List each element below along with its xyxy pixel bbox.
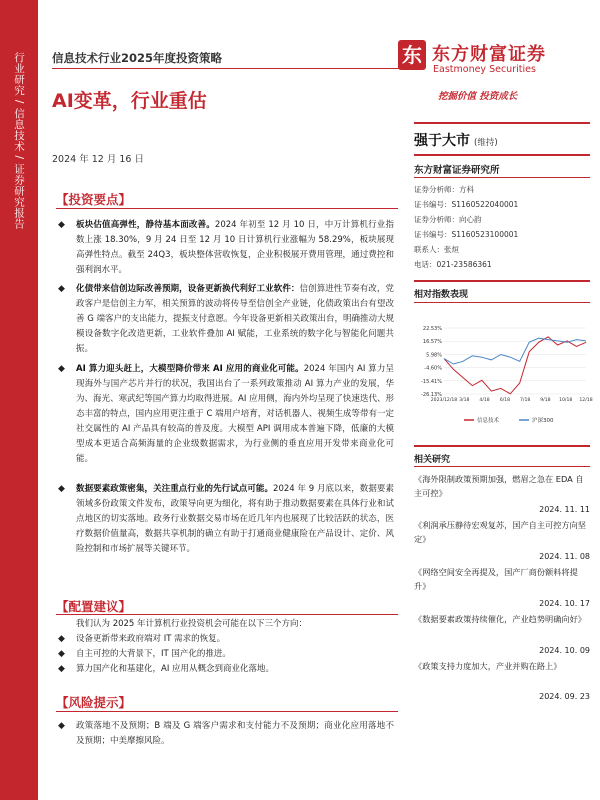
config-item: 自主可控的大背景下，IT 国产化的推进。 [76,649,231,659]
cert-2 [414,229,590,240]
highlight-paragraph [76,218,394,278]
chart-legend-label: 沪深300 [532,418,554,424]
config-title: 【配置建议】 [56,599,132,614]
bullet-icon: ◆ [58,220,65,230]
chart-series-line [444,338,586,364]
right-divider [414,122,590,124]
config-item: 设备更新带来政府端对 IT 需求的恢复。 [76,634,226,644]
bullet-icon: ◆ [58,484,65,494]
rating-sub: (维持) [474,138,498,148]
chart-svg [414,322,593,432]
contact [414,244,590,255]
highlight-paragraph [76,362,394,467]
analyst-2-label: 证券分析师： [414,215,459,224]
related-date: 2024. 10. 09 [539,646,590,655]
contact-label: 联系人： [414,245,444,254]
chart-x-tick-label: 2023/12/18 [430,398,458,403]
bullet-icon: ◆ [58,634,65,644]
risk-item: 政策落地不及预期；B 端及 G 端客户需求和支付能力不及预期；商业化应用落地不及预期；中美摩擦风险。 [76,721,394,746]
header-divider [52,68,412,69]
cert-1 [414,199,590,210]
related-date: 2024. 11. 11 [539,505,590,514]
highlight-body: 2024 年 9 月底以来，数据要素领域多份政策文件发布，政策导向更为细化，将有助于推动数据要素在具体行业和试点地区的切实落地。政务行业数据交易市场在近几年内也展现了比较活跃的状态，医疗数据价值量高，数据共享机制的确立有助于打通商业健康险在产品设计、定价、风险控制和市场扩展等关键环节。 [76,484,394,554]
cert-1-label: 证书编号： [414,200,452,209]
related-date: 2024. 11. 08 [539,552,590,561]
highlight-lead: 板块估值高弹性，静待基本面改善。 [76,220,215,230]
rating-label: 强于大市 [414,133,470,149]
related-item[interactable]: 《网络空间安全再提及，国产厂商份额料将提升》 [414,567,578,591]
analyst-2 [414,214,590,225]
section-divider [56,208,398,209]
cert-1-number: S1160522040001 [451,200,519,209]
chart-x-tick-label: 9/18 [540,398,551,403]
chart-y-tick-label: -4.60% [424,365,442,372]
phone [414,259,590,270]
right-divider [414,445,590,447]
analyst-1 [414,184,590,195]
institute-name: 东方财富证券研究所 [414,165,500,176]
right-divider [414,466,590,467]
right-divider [414,154,590,156]
section-divider [56,711,398,712]
analyst-1-label: 证券分析师： [414,185,459,194]
chart-x-tick-label: 10/18 [559,398,573,403]
brand-name-cn: 东方财富证券 [432,44,546,65]
bullet-icon: ◆ [58,649,65,659]
right-divider [414,302,590,303]
analyst-1-name: 方科 [459,185,474,194]
chart-x-tick-label: 3/18 [459,398,470,403]
related-title: 相关研究 [414,455,451,465]
related-item[interactable]: 《政策支持力度加大，产业并购在路上》 [414,661,562,671]
highlight-body: 2024 年国内 AI 算力呈现海外与国产芯片并行的状况，我国出台了一系列政策推动 AI 算力产业的发展，华为、海光、寒武纪等国产算力均取得进展。AI 应用侧，海内外均呈现了快速迭代、形态丰富的特点，国内应用更注重于 C 端用户培育，对话机器人、视频生成等带有一定社交属性的 AI 产品具有较高的普及度。大模型 API 调用成本普遍下降，低廉的大模型成本更适合高频海量的企业级数据需求，为行业侧的垂直应用开发带来商业化可能。 [76,364,394,464]
cert-2-label: 证书编号： [414,230,452,239]
brand-logo-icon [398,40,426,70]
related-date: 2024. 09. 23 [539,692,590,701]
related-item[interactable]: 《利润承压静待宏观复苏，国产自主可控方向坚定》 [414,520,586,544]
chart-legend-label: 信息技术 [477,418,500,424]
related-item[interactable]: 《数据要素政策持续催化，产业趋势明确向好》 [414,614,586,624]
rating [414,130,590,150]
highlight-paragraph [76,282,394,357]
phone-number: 021-23586361 [436,260,492,269]
sidebar [0,0,38,800]
report-subtitle: 信息技术行业2025年度投资策略 [52,51,223,65]
highlight-body: 信创算进性节奏有改，党政客户是信创主力军，相关预算的波动将传导至信创全产业链，化债政策出台有望改善 G 端客户的支出能力，提振支付意愿。今年设备更新相关政策出台，明确推动大规模设备数字化改造更新，工业软件叠加 AI 赋能，工业系统的数字化与智能化问题共振。 [76,284,394,354]
chart-x-tick-label: 12/18 [579,398,593,403]
page-title: AI变革，行业重估 [52,90,207,112]
chart-x-tick-label: 4/18 [479,398,490,403]
highlight-lead: 数据要素政策密集，关注重点行业的先行试点可能。 [76,484,274,494]
sidebar-text: 行业研究 / 信息技术 / 证券研究报告 [13,52,25,230]
chart-y-tick-label: 5.98% [426,352,442,359]
chart-x-tick-label: 7/18 [519,398,531,403]
bullet-icon: ◆ [58,664,65,674]
bullet-icon: ◆ [58,364,65,374]
analyst-2-name: 向心韵 [459,215,482,224]
chart-y-tick-label: -26.13% [421,392,442,398]
chart-y-tick-label: 16.57% [422,339,442,346]
highlight-body: 2024 年初至 12 月 10 日，中万计算机行业指数上涨 18.30%，9 月 24 日至 12 月 10 日计算机行业涨幅为 58.29%，板块展现高弹性特点。截至 24Q3，板块整体营收恢复，企业积极展开费用管理，通过费控和强利润水平。 [76,220,394,275]
contact-name: 张烜 [444,245,459,254]
highlight-lead: AI 算力迎头赶上，大模型降价带来 AI 应用的商业化可能。 [76,364,304,374]
relative-index-chart [414,322,593,432]
chart-section-title: 相对指数表现 [414,290,469,300]
section-divider [56,614,398,615]
highlight-paragraph [76,482,394,557]
bullet-icon: ◆ [58,284,65,294]
brand-slogan: 挖掘价值 投资成长 [438,91,518,102]
phone-label: 电话： [414,260,437,269]
right-divider [414,280,590,282]
related-item[interactable]: 《海外限制政策预期加强，燃眉之急在 EDA 自主可控》 [414,474,584,498]
chart-series-line [444,337,586,394]
highlights-title: 【投资要点】 [56,192,132,207]
config-intro: 我们认为 2025 年计算机行业投资机会可能在以下三个方向： [76,619,308,629]
chart-y-tick-label: -15.41% [421,378,442,385]
right-divider [414,177,590,178]
brand-logo-mark: 东 [402,43,422,67]
bullet-icon: ◆ [58,721,65,731]
cert-2-number: S1160523100001 [451,230,519,239]
related-date: 2024. 10. 17 [539,599,590,608]
risk-title: 【风险提示】 [56,695,132,710]
config-item: 算力国产化和基建化，AI 应用从概念到商业化落地。 [76,664,275,674]
report-date: 2024 年 12 月 16 日 [52,154,144,165]
brand-name-en: Eastmoney Securities [433,64,536,75]
chart-y-tick-label: 22.53% [422,326,442,332]
chart-x-tick-label: 6/18 [499,398,511,403]
highlight-lead: 化债带来信创边际改善预期，设备更新换代利好工业软件： [76,284,300,294]
